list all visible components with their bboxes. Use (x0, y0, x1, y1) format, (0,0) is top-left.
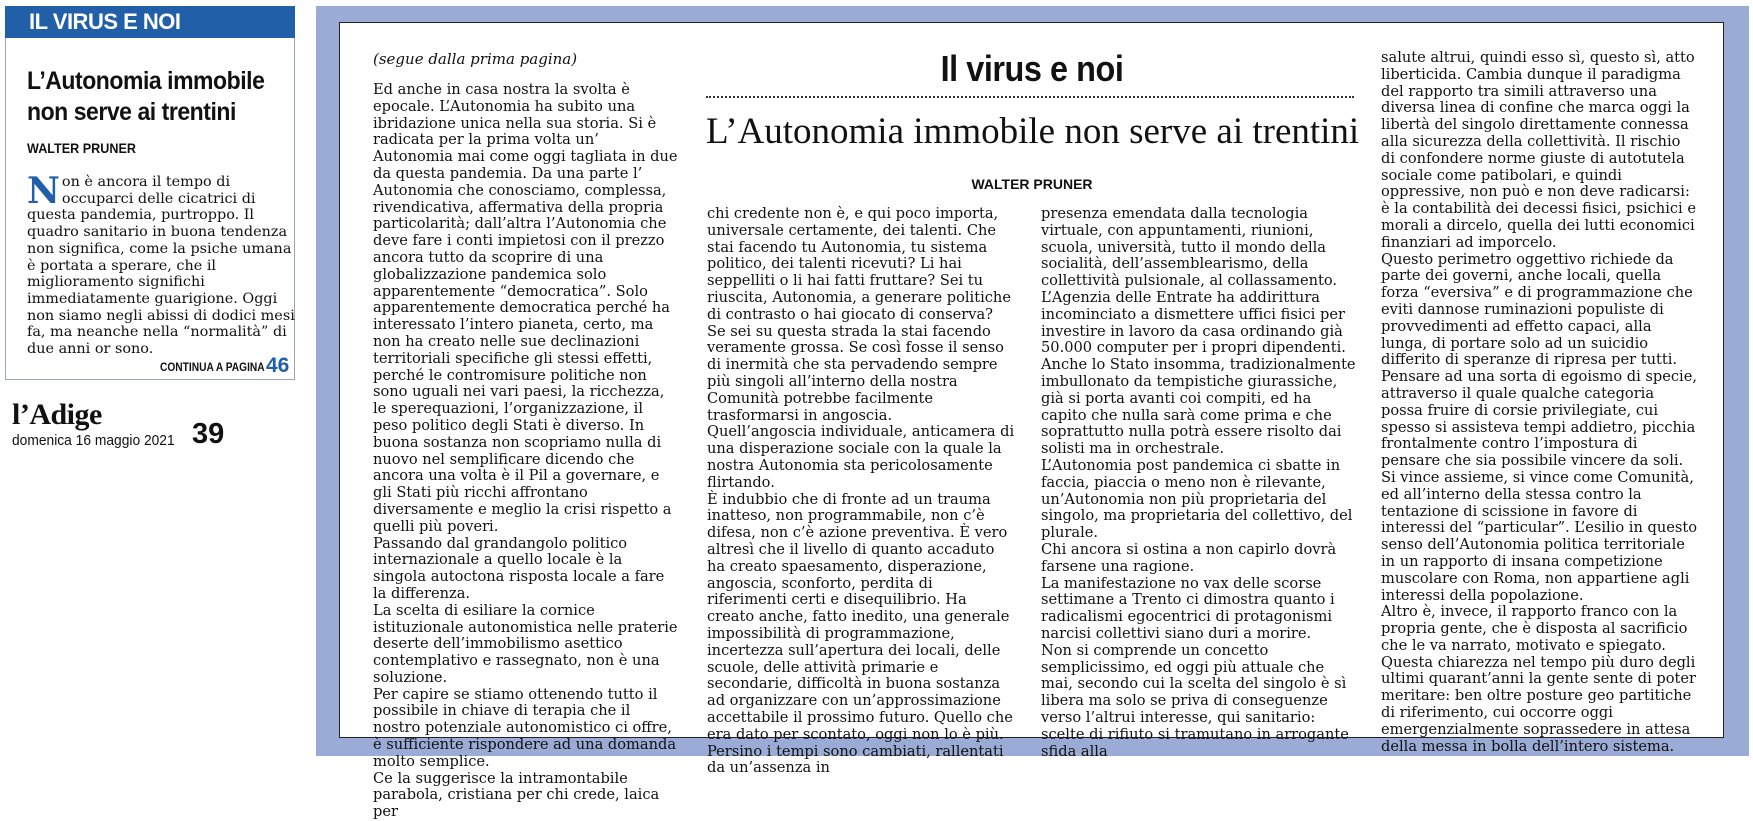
paragraph: Quell’angoscia individuale, anticamera di una disperazione sociale con la quale la nostra Autonomia sta pericolosamente flirtando. (707, 423, 1015, 491)
paragraph: Chi ancora si ostina a non capirlo dovrà farsene una ragione. (1041, 540, 1337, 575)
article-headline: L’Autonomia immobile non serve ai trentini (706, 111, 1360, 152)
paragraph: Per capire se stiamo ottenendo tutto il possibile in chiave di terapia che il nostro potenziale autonomistico ci offre, è sufficiente rispondere ad una domanda molto semplice. (373, 685, 677, 770)
teaser-author: WALTER PRUNER (27, 140, 136, 156)
paragraph: Non si comprende un concetto semplicissimo, ed oggi più attuale che mai, secondo cui la scelta del singolo è sì libera ma solo se priva di conseguenze verso l’altrui interesse, qui sanitario: scelte di rifiuto si tramutano in arrogante sfida alla (1041, 641, 1349, 760)
paragraph: L’Agenzia delle Entrate ha addirittura incominciato a dismettere uffici fisici per investire in lavoro da casa ordinando già 50.000 computer per i propri dipendenti. Anche lo Stato insomma, tradizionalmente imbullonato da tempistiche giurassiche, già si porta avanti coi compiti, ed ha capito che nulla sarà come prima e che soprattutto nulla potrà essere risolto dai solisti ma in orchestrale. (1041, 288, 1356, 458)
paragraph: salute altrui, quindi esso sì, questo sì, atto liberticida. Cambia dunque il paradigma del rapporto tra simili attraverso una diversa linea di confine che marca oggi la libertà del singolo direttamente connessa alla sicurezza della collettività. Il rischio di confondere norme giuste di autotutela sociale come patibolari, e quindi oppressive, non può e non deve radicarsi: è la contabilità dei decessi fisici, psichici e morali a dircelo, quella dei lutti economici finanziari ad imporcelo. (1381, 49, 1696, 251)
paragraph: Ce la suggerisce la intramontabile parabola, cristiana per chi crede, laica per (373, 769, 660, 821)
continued-note: (segue dalla prima pagina) (373, 50, 578, 68)
section-banner: IL VIRUS E NOI (5, 6, 295, 38)
issue-date: domenica 16 maggio 2021 (12, 432, 175, 449)
newspaper-masthead: l’Adige (12, 398, 102, 431)
article-column-2 (707, 206, 1015, 777)
paragraph: Si vince assieme, si vince come Comunità, ed all’interno della stessa contro la tentazione di scissione in favore di interessi del “particular”. L’esilio in questo senso dell’Autonomia politica territoriale in un rapporto di insana competizione muscolare con Roma, non appartiene agli interessi della popolazione. (1381, 468, 1698, 604)
paragraph: Passando dal grandangolo politico internazionale a quello locale è la singola autoctona risposta locale a fare la differenza. (373, 534, 665, 602)
paragraph: Questo perimetro oggettivo richiede da parte dei governi, anche locali, quella forza “eversiva” e di programmazione che eviti dannose ruminazioni populiste di provvedimenti ad effetto capaci, alla lunga, di portare solo ad un suicidio differito di speranze di ripresa per tutti. (1381, 250, 1693, 369)
paragraph: Altro è, invece, il rapporto franco con la propria gente, che è disposta al sacrificio che le va narrato, motivato e spiegato. (1381, 603, 1688, 654)
paragraph: Questa chiarezza nel tempo più duro degli ultimi quarant’anni la gente sente di poter meritare: ben oltre posture geo partitiche di riferimento, cui occorre oggi emergenzialmente soprassedere in attesa della messa in bolla dell’intero sistema. (1381, 653, 1697, 755)
article-kicker: Il virus e noi (940, 48, 1124, 89)
drop-cap: N (27, 170, 60, 212)
continue-page-number[interactable]: 46 (266, 354, 290, 377)
dotted-divider (706, 96, 1354, 98)
paragraph: Ed anche in casa nostra la svolta è epocale. L’Autonomia ha subito una ibridazione unica nella sua storia. Si è radicata per la prima volta un’ Autonomia mai come oggi tagliata in due da questa pandemia. Da una parte l’ Autonomia che conosciamo, complessa, rivendicativa, affermativa della propria particolarità; dall’altra l’Autonomia che deve fare i conti impietosi con il prezzo ancora tutto da scoprire di una globalizzazione pandemica solo apparentemente “democratica”. Solo apparentemente democratica perché ha interessato l’intero pianeta, certo, ma non ha creato nelle sue declinazioni territoriali specifiche gli stessi effetti, perché le contromisure politiche non sono uguali nei vari paesi, la ricchezza, le sperequazioni, l’organizzazione, il peso politico degli Stati è diverso. In buona sostanza non scopriamo nulla di nuovo nel semplificare dicendo che ancora una volta è il Pil a governare, e gli Stati più ricchi affrontano diversamente e meglio la crisi rispetto a quelli più poveri. (373, 81, 678, 535)
article-column-4 (1381, 50, 1699, 755)
paragraph: La manifestazione no vax delle scorse settimane a Trento ci dimostra quanto i radicalismi egocentrici di protagonismi narcisi collettivi siano duri a morire. (1041, 574, 1335, 642)
continue-label[interactable]: CONTINUA A PAGINA (160, 360, 265, 374)
article-column-3 (1041, 206, 1356, 760)
paragraph: La scelta di esiliare la cornice istituzionale autonomistica nelle praterie deserte dell’immobilismo asettico contemplativo e rassegnato, non è una soluzione. (373, 601, 678, 686)
teaser-title[interactable]: L’Autonomia immobile non serve ai trentini (27, 67, 265, 126)
paragraph: presenza emendata dalla tecnologia virtuale, con appuntamenti, riunioni, scuola, università, tutto il mondo della socialità, dell’assemblearismo, della collettività pulsionale, al collassamento. (1041, 205, 1338, 290)
page-number: 39 (192, 418, 225, 450)
teaser-text: on è ancora il tempo di occuparci delle cicatrici di questa pandemia, purtroppo. Il quadro sanitario in buona tendenza non significa, come la psiche umana è portata a sperare, che il miglioramento significhi immediatamente guarigione. Oggi non siamo negli abissi di dodici mesi fa, ma neanche nella “normalità” di due anni or sono. (27, 174, 295, 358)
article-byline: WALTER PRUNER (971, 176, 1093, 192)
paragraph: chi credente non è, e qui poco importa, universale certamente, dei talenti. Che stai facendo tu Autonomia, tu sistema politico, dei talenti ricevuti? Li hai seppelliti o li hai fatti fruttare? Sei tu riuscita, Autonomia, a generare politiche di contrasto o hai giocato di conserva? Se sei su questa strada la stai facendo veramente grossa. Se così fosse il senso di inermità che sta pervadendo sempre più singoli all’interno della nostra Comunità potrebbe facilmente trasformarsi in angoscia. (707, 205, 1011, 424)
teaser-body (27, 170, 295, 358)
paragraph: È indubbio che di fronte ad un trauma inatteso, non programmabile, non c’è difesa, non c’è azione preventiva. È vero altresì che il livello di quanto accaduto ha creato spaesamento, disperazione, angoscia, sconforto, perdita di riferimenti certi e disequilibrio. Ha creato anche, fatto inedito, una generale impossibilità di programmazione, incertezza sull’apertura dei locali, delle scuole, delle attività primarie e secondarie, difficoltà in buona sostanza ad organizzare con un’approssimazione accettabile il prossimo futuro. Quello che era dato per scontato, oggi non lo è più. Persino i tempi sono cambiati, rallentati da un’assenza in (707, 490, 1013, 777)
article-column-1 (373, 82, 679, 821)
paragraph: Pensare ad una sorta di egoismo di specie, attraverso il quale qualche categoria possa fruire di corsie privilegiate, cui spesso si assisteva tempi addietro, picchia frontalmente contro l’impostura di pensare che sia possibile vincere da soli. (1381, 368, 1697, 470)
paragraph: L’Autonomia post pandemica ci sbatte in faccia, piaccia o meno non è rilevante, un’Autonomia non più proprietaria del singolo, ma proprietaria del collettivo, del plurale. (1041, 456, 1353, 542)
